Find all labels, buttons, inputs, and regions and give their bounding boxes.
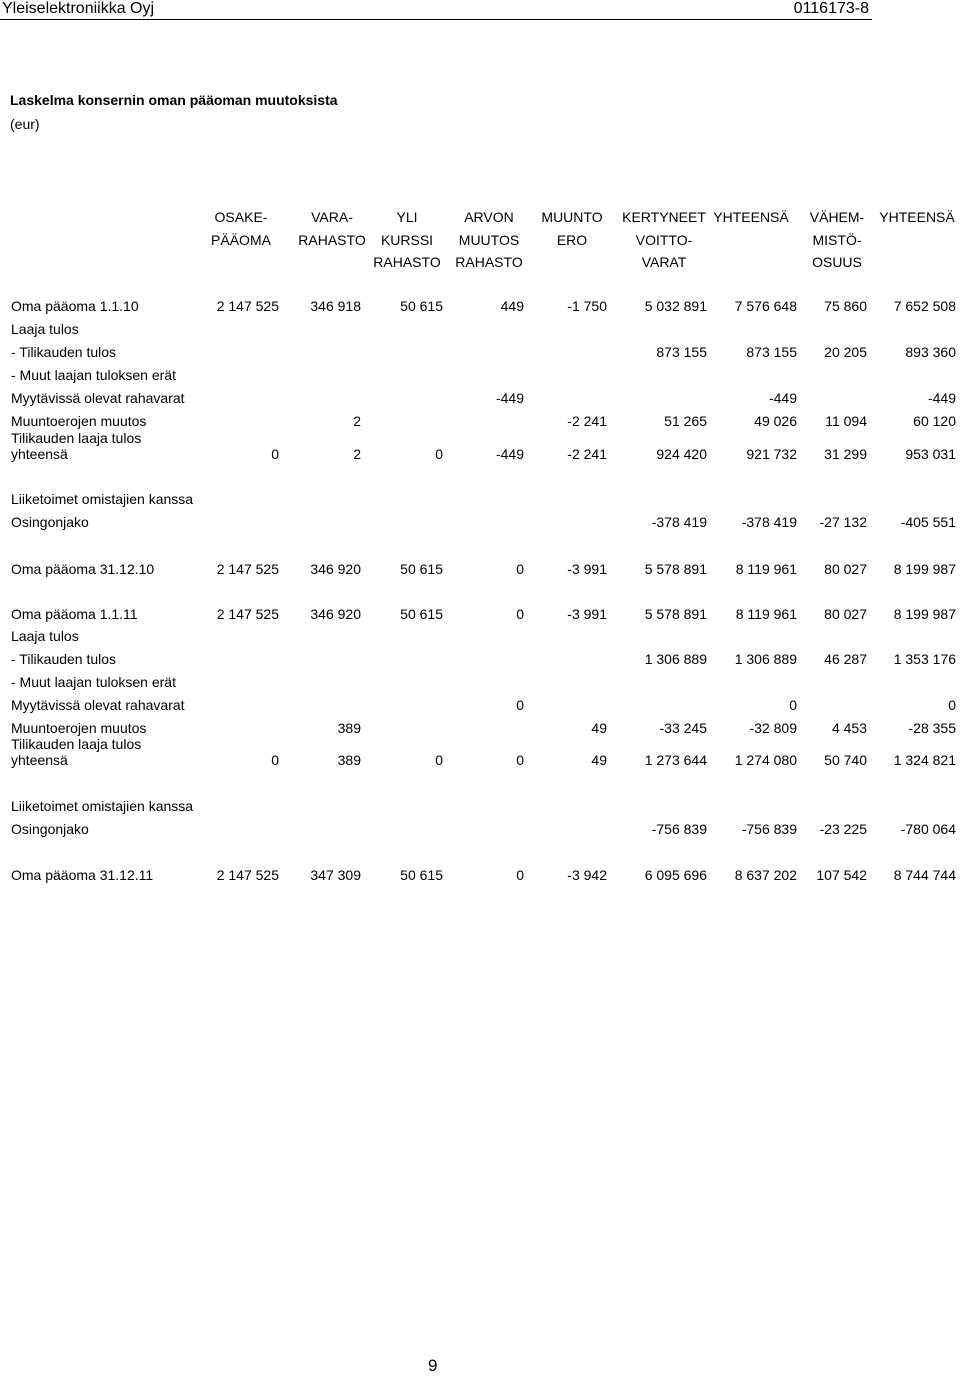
row-label-line1: Tilikauden laaja tulos — [11, 736, 142, 752]
cell-value: 4 453 — [831, 720, 867, 736]
cell-value: 50 615 — [400, 606, 443, 622]
column-header-line: MUUNTO — [541, 209, 603, 225]
column-header-line: VARAT — [641, 254, 687, 270]
column-header-line: YLI — [396, 209, 418, 225]
column-header-line: KERTYNEET — [622, 209, 706, 225]
cell-value: 7 652 508 — [893, 298, 956, 314]
cell-value: 5 578 891 — [644, 561, 707, 577]
cell-value: 0 — [271, 446, 279, 462]
column-header-line: VOITTO- — [635, 231, 693, 248]
cell-value: 50 740 — [824, 752, 867, 768]
cell-value: 5 032 891 — [644, 298, 707, 314]
cell-value: -378 419 — [651, 514, 707, 530]
cell-value: -32 809 — [749, 720, 797, 736]
row-label: Liiketoimet omistajien kanssa — [11, 798, 194, 814]
cell-value: -27 132 — [819, 514, 867, 530]
cell-value: 0 — [516, 752, 524, 768]
column-header-line: KURSSI — [380, 231, 434, 248]
cell-value: -449 — [495, 390, 524, 406]
cell-value: 11 094 — [825, 413, 867, 429]
cell-value: 50 615 — [400, 867, 443, 883]
table-row — [0, 298, 960, 318]
cell-value: -780 064 — [900, 821, 956, 837]
cell-value: 1 274 080 — [734, 752, 797, 768]
column-header-line: YHTEENSÄ — [879, 209, 955, 225]
row-label: Oma pääoma 1.1.11 — [11, 606, 138, 622]
currency-unit: (eur) — [10, 116, 40, 132]
row-label: Laaja tulos — [11, 321, 79, 337]
row-label: - Tilikauden tulos — [11, 651, 117, 667]
cell-value: -28 355 — [908, 720, 956, 736]
table-row — [0, 674, 960, 694]
cell-value: -23 225 — [819, 821, 867, 837]
cell-value: 0 — [789, 697, 797, 713]
cell-value: 31 299 — [824, 446, 867, 462]
table-row — [0, 561, 960, 581]
row-label: - Tilikauden tulos — [11, 344, 117, 360]
cell-value: 49 — [591, 720, 607, 736]
column-header-line: OSUUS — [812, 254, 862, 270]
statement-title: Laskelma konsernin oman pääoman muutoksista — [10, 92, 338, 108]
row-label: Muuntoerojen muutos — [11, 413, 147, 429]
cell-value: 2 147 525 — [216, 298, 279, 314]
cell-value: 8 744 744 — [893, 867, 956, 883]
cell-value: -449 — [927, 390, 956, 406]
column-header-line: RAHASTO — [298, 231, 366, 248]
cell-value: 873 155 — [746, 344, 797, 360]
table-row — [0, 628, 960, 648]
cell-value: -1 750 — [567, 298, 607, 314]
cell-value: 2 — [353, 413, 361, 429]
table-row — [0, 413, 960, 433]
cell-value: 0 — [948, 697, 956, 713]
cell-value: -3 991 — [567, 561, 607, 577]
business-id: 0116173-8 — [793, 0, 869, 17]
cell-value: 8 637 202 — [734, 867, 797, 883]
table-row — [0, 390, 960, 410]
table-row — [0, 697, 960, 717]
column-header-line: ARVON — [464, 209, 514, 225]
row-label: Oma pääoma 1.1.10 — [11, 298, 139, 314]
cell-value: 924 420 — [656, 446, 707, 462]
cell-value: 49 026 — [754, 413, 797, 429]
cell-value: -2 241 — [567, 413, 607, 429]
cell-value: -405 551 — [900, 514, 956, 530]
cell-value: 2 147 525 — [216, 561, 279, 577]
table-row — [0, 321, 960, 341]
page-header — [0, 0, 872, 19]
cell-value: 953 031 — [905, 446, 956, 462]
row-label-line1: Tilikauden laaja tulos — [11, 430, 142, 446]
cell-value: 873 155 — [656, 344, 707, 360]
row-label: Myytävissä olevat rahavarat — [11, 390, 185, 406]
column-header-line: VÄHEM- — [809, 209, 865, 225]
cell-value: 0 — [271, 752, 279, 768]
table-row — [0, 798, 960, 818]
column-header-line: MISTÖ- — [812, 231, 862, 248]
cell-value: 0 — [516, 867, 524, 883]
cell-value: 0 — [516, 697, 524, 713]
column-header-line: PÄÄOMA — [211, 231, 271, 248]
cell-value: 346 920 — [310, 561, 361, 577]
row-label: - Muut laajan tuloksen erät — [11, 367, 176, 383]
cell-value: 2 147 525 — [216, 867, 279, 883]
row-label: - Muut laajan tuloksen erät — [11, 674, 176, 690]
table-row — [0, 491, 960, 511]
cell-value: 8 199 987 — [893, 561, 956, 577]
cell-value: 921 732 — [746, 446, 797, 462]
table-row — [0, 867, 960, 887]
header-divider — [0, 19, 872, 20]
cell-value: 346 920 — [310, 606, 361, 622]
cell-value: 1 273 644 — [644, 752, 707, 768]
row-label: yhteensä — [11, 446, 68, 462]
cell-value: 6 095 696 — [644, 867, 707, 883]
row-label: Osingonjako — [11, 821, 89, 837]
table-row — [0, 720, 960, 740]
column-header-line: RAHASTO — [455, 254, 523, 270]
cell-value: 46 287 — [824, 651, 867, 667]
column-header-line: RAHASTO — [373, 254, 441, 270]
page-number: 9 — [428, 1356, 438, 1375]
row-label: Liiketoimet omistajien kanssa — [11, 491, 194, 507]
row-label: yhteensä — [11, 752, 68, 768]
column-header-line: MUUTOS — [458, 231, 520, 248]
table-row — [0, 514, 960, 534]
cell-value: -756 839 — [651, 821, 707, 837]
cell-value: 0 — [435, 752, 443, 768]
cell-value: 49 — [591, 752, 607, 768]
cell-value: 7 576 648 — [734, 298, 797, 314]
cell-value: 75 860 — [824, 298, 867, 314]
cell-value: 50 615 — [400, 298, 443, 314]
cell-value: 5 578 891 — [644, 606, 707, 622]
cell-value: 893 360 — [905, 344, 956, 360]
cell-value: 1 353 176 — [893, 651, 956, 667]
cell-value: -3 991 — [567, 606, 607, 622]
column-header-line: VARA- — [311, 209, 353, 225]
row-label: Laaja tulos — [11, 628, 79, 644]
table-row — [0, 651, 960, 671]
cell-value: 389 — [337, 752, 361, 768]
cell-value: 449 — [500, 298, 524, 314]
table-row — [0, 736, 960, 772]
cell-value: 20 205 — [824, 344, 867, 360]
table-row — [0, 430, 960, 466]
cell-value: 80 027 — [824, 561, 867, 577]
column-header-line — [857, 229, 960, 252]
row-label: Oma pääoma 31.12.10 — [11, 561, 155, 577]
cell-value: 347 309 — [310, 867, 361, 883]
table-row — [0, 606, 960, 626]
row-label: Oma pääoma 31.12.11 — [11, 867, 154, 883]
cell-value: 51 265 — [664, 413, 707, 429]
cell-value: 80 027 — [824, 606, 867, 622]
cell-value: -2 241 — [567, 446, 607, 462]
table-row — [0, 821, 960, 841]
cell-value: -378 419 — [741, 514, 797, 530]
cell-value: -33 245 — [659, 720, 707, 736]
column-header-line — [857, 251, 960, 274]
cell-value: 60 120 — [913, 413, 956, 429]
cell-value: 346 918 — [310, 298, 361, 314]
cell-value: 389 — [337, 720, 361, 736]
table-row — [0, 344, 960, 364]
cell-value: -756 839 — [741, 821, 797, 837]
row-label: Muuntoerojen muutos — [11, 720, 147, 736]
cell-value: 0 — [516, 561, 524, 577]
cell-value: 8 199 987 — [893, 606, 956, 622]
cell-value: 0 — [516, 606, 524, 622]
cell-value: -3 942 — [567, 867, 607, 883]
column-header — [857, 206, 960, 274]
cell-value: 0 — [435, 446, 443, 462]
column-header-line: ERO — [556, 231, 588, 248]
row-label: Myytävissä olevat rahavarat — [11, 697, 185, 713]
column-header-line: YHTEENSÄ — [713, 209, 789, 225]
cell-value: 1 306 889 — [734, 651, 797, 667]
cell-value: 8 119 961 — [735, 561, 797, 577]
cell-value: 1 306 889 — [644, 651, 707, 667]
table-row — [0, 367, 960, 387]
cell-value: 8 119 961 — [735, 606, 797, 622]
cell-value: 107 542 — [816, 867, 867, 883]
cell-value: 2 — [353, 446, 361, 462]
cell-value: -449 — [768, 390, 797, 406]
column-header-line: OSAKE- — [214, 209, 268, 225]
cell-value: 1 324 821 — [893, 752, 956, 768]
cell-value: -449 — [495, 446, 524, 462]
row-label: Osingonjako — [11, 514, 89, 530]
cell-value: 50 615 — [400, 561, 443, 577]
cell-value: 2 147 525 — [216, 606, 279, 622]
company-name: Yleiselektroniikka Oyj — [2, 0, 155, 17]
